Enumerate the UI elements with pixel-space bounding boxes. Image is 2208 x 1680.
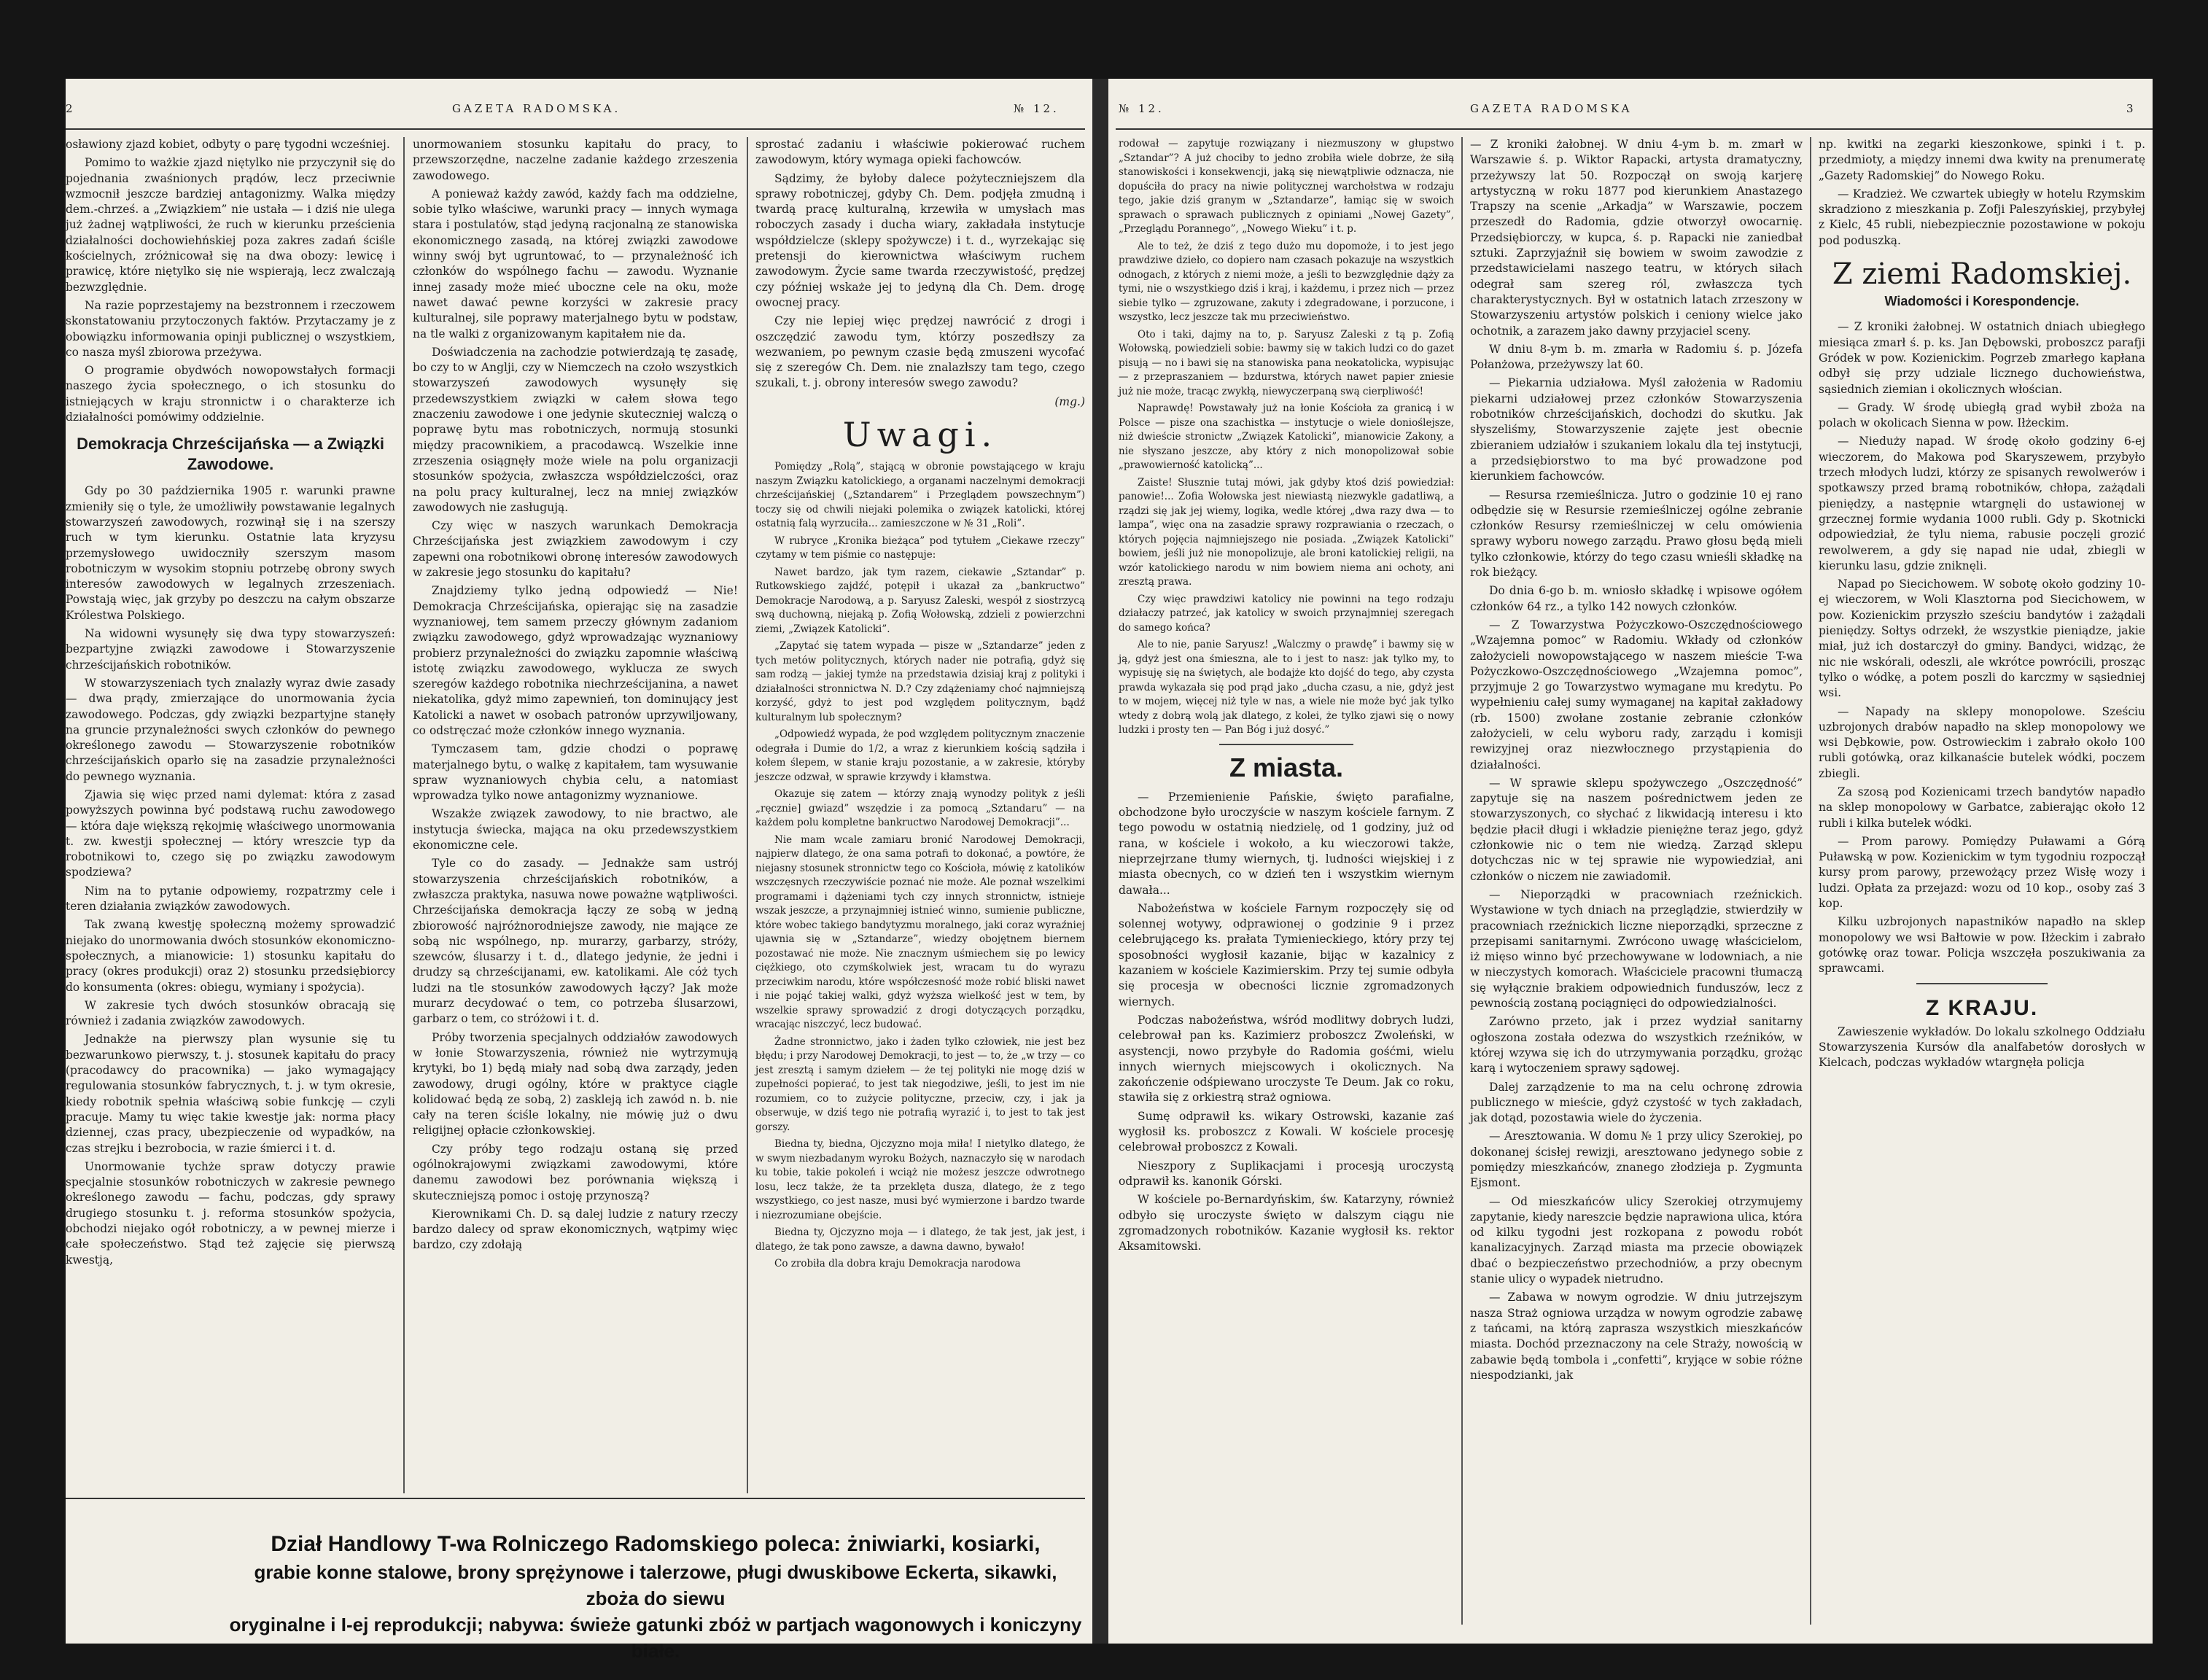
paragraph: Za szosą pod Kozienicami trzech bandytów napadło na sklep monopolowy w Garbatce, zabierając około 12 rubli i kilka butelek wódki. [1819, 785, 2145, 830]
advertisement [226, 1530, 1085, 1664]
paragraph: — Resursa rzemieślnicza. Jutro o godzinie 10 ej rano odbędzie się w Resursie rzemieślniczej ogólne zebranie członków Resursy rzemieślniczej w celu omówienia sprawy wyboru nowego zarządu. Prawo głosu będą mieli tylko członkowie, którzy do tego czasu wnieśli składkę na rok bieżący. [1470, 488, 1803, 580]
paragraph: Kilku uzbrojonych napastników napadło na sklep monopolowy we wsi Bałtowie w pow. Iłżeckim i zabrało gotówkę oraz towar. Policja wszczęła poszukiwania za sprawcami. [1819, 915, 2145, 976]
paragraph: Nawet bardzo, jak tym razem, ciekawie „Sztandar” p. Rutkowskiego zajdźć, potępił i ukazał za „bankructwo” Demokracje Narodową, a p. Saryusz Zaleski, wespół z siostrzycą swą duchowną, niejaką p. Zofią Wołowską, zdzieli z powierzchni ziemi, „Związek Katolicki”. [755, 566, 1085, 635]
paragraph: Tak zwaną kwestję społeczną możemy sprowadzić niejako do unormowania dwóch stosunków ekonomiczno-społecznych, a mianowicie: 1) stosunku kapitału do pracy (okres produkcji) oraz 2) stosunku przedsiębiorcy do konsumenta (okres: obiegu, wymiany i spożycia). [66, 918, 395, 994]
paragraph: Pomimo to ważkie zjazd niętylko nie przyczynił się do pojednania zwaśnionych prądów, lecz przeciwnie wzmocnił jeszcze bardziej antagonizmy. Walka między dem.-chrześ. a „Związkiem” nie ustała — i dziś nie ulega już żadnej wątpliwości, że ruch w kierunku prześcienia działalności dochowiehńskiej poza zakres zadań ściśle kościelnych, zróżnicował się na dwa obozy: lewicę i prawicę, które niętylko się nie wspierają, lecz zwalczają bezwzględnie. [66, 156, 395, 294]
paragraph: W dniu 8-ym b. m. zmarła w Radomiu ś. p. Józefa Połanżowa, przeżywszy lat 60. [1470, 342, 1803, 372]
paragraph: Czy więc prawdziwi katolicy nie powinni na tego rodzaju działaczy patrzeć, jak katolicy w swoich przynajmniej szeregach do samego końca? [1119, 593, 1454, 634]
paragraph: Na razie poprzestajemy na bezstronnem i rzeczowem skonstatowaniu przytoczonych faktów. Przytaczamy je z obowiązku informowania opinji publicznej o wszystkiem, co nasza myśl zbiorowa przeżywa. [66, 298, 395, 359]
paragraph: Doświadczenia na zachodzie potwierdzają tę zasadę, bo czy to w Anglji, czy w Niemczech na czoło wszystkich stowarzyszeń zawodowych wysunęły się przedewszystkiem związki w całem słowa tego znaczeniu zawodowe i one jedynie skuteczniej walczą o poprawę bytu mas robotniczych, normują stosunki między pracownikiem, a pracodawcą. Wszelkie inne zrzeszenia osiągnęły może wiele na polu organizacji stosunków spożycia, zwłaszcza współdzielczości, oraz na polu pracy kulturalnej, lecz na mniej związków zawodowych nie zasługują. [413, 345, 738, 514]
paragraph: Biedna ty, Ojczyzno moja — i dlatego, że tak jest, jak jest, i dlatego, że tak pono zawsze, a dawna dawno, bywało! [755, 1226, 1085, 1253]
issue-number: № 12. [1119, 102, 1165, 115]
header-rule [1116, 128, 2153, 130]
paragraph: np. kwitki na zegarki kieszonkowe, spinki i t. p. przedmioty, a między innemi dwa kwity na prenumeratę „Gazety Radomskiej” do Nowego Roku. [1819, 138, 2145, 182]
paragraph: unormowaniem stosunku kapitału do pracy, to przewszorzędne, naczelne zadanie każdego zrzeszenia zawodowego. [413, 138, 738, 182]
paragraph: — Grady. W środę ubiegłą grad wybił zboża na polach w okolicach Sienna w pow. Iłżeckim. [1819, 400, 2145, 430]
paragraph: — Z kroniki żałobnej. W dniu 4-ym b. m. zmarł w Warszawie ś. p. Wiktor Rapacki, artysta dramatyczny, przeżywszy lat 50. Rozpoczął on swoją karjerę artystyczną w roku 1877 pod kierunkiem Anastazego Trapszy na scenie „Arkadja” w Warszawie, poczem przeszedł do Radomia, gdzie otworzył owocarnię. Przedsiębiorczy, w kupca, ś. p. Rapacki nie zaniedbał sztuki. Zaprzyjaźnił się bowiem w swoim zawodzie z przedstawicielami naszego teatru, w których siłach odegrał sam szereg ról, zwłaszcza tych charakterystycznych. Był w ostatnich latach zrzeszony w Stowarzyszeniu artystów polskich i ceniony wielce jako ochotnik, a zarazem jako dawny przyjaciel sceny. [1470, 138, 1803, 338]
right-page [1108, 79, 2153, 1644]
column-divider [1810, 137, 1811, 1625]
paragraph: Podczas nabożeństwa, wśród modlitwy dobrych ludzi, celebrował pan ks. Kazimierz proboszcz Zwoleński, w asystencji, nowo przybyłe do Radomia gośćmi, wielu innych wiernych miejscowych i okolicznych. Na zakończenie odśpiewano uroczyste Te Deum. Jak co roku, stawiła się z orkiestrą straż ogniowa. [1119, 1013, 1454, 1105]
paragraph: Pomiędzy „Rolą”, stającą w obronie powstającego w kraju naszym Związku katolickiego, a organami naczelnymi demokracji chrześcijańskiej („Sztandarem” i Przeglądem powszechnym”) toczy się od chwili niejaki polemika o związek katolicki, której ostatnią falą wyrzuciła... zamieszczone w № 31 „Roli”. [755, 461, 1085, 530]
ad-line-3: oryginalne i I-ej reprodukcji; nabywa: świeże gatunki zbóż w partjach wagonowych i koniczyny białe. [229, 1614, 1082, 1662]
paragraph: — Z Towarzystwa Pożyczkowo-Oszczędnościowego „Wzajemna pomoc” w Radomiu. Wkłady od członków założycieli nowopowstającego w naszem mieście T-wa Pożyczkowo-Oszczędnościowego „Wzajemna pomoc”, przyjmuje 2 go Towarzystwo wymagane mu kredytu. Po wypełnieniu całej sumy wymaganej na kapitał zakładowy (rb. 1500) zwołane zostanie zebranie członków założycieli, w celu wyboru rady, zarządu i komisji rewizyjnej oraz niezwłocznego przystąpienia do działalności. [1470, 618, 1803, 771]
left-page-header [66, 96, 1092, 125]
paragraph: Okazuje się zatem — którzy znają wynodzy polityk z jeśli „ręcznie] gwiazd” wszędzie i za pomocą „Sztandaru” — na każdem polu kompletne bankructwo Narodowej Demokracji”... [755, 788, 1085, 829]
paragraph: Czy próby tego rodzaju ostaną się przed ogólnokrajowymi związkami zawodowymi, które danemu zawodowi bez porównania większą i skuteczniejszą pomoc i ostoję przynoszą? [413, 1142, 738, 1202]
right-column-2 [1470, 137, 1803, 1632]
paragraph: Zaiste! Słusznie tutaj mówi, jak gdyby ktoś dziś powiedział: panowie!... Zofia Wołowska jest niewiastą niezwykle gadatliwą, a rządzi się jak jej wiemy, logika, wedle której „dwa razy dwa — to lampa”, więc ona na zasadzie sprawy rozprawiania o rzeczach, o których pojęcia najmniejszego nie posiada. „Związek Katolicki” bowiem, jeśli już nie monopolizuje, ale broni katolickiej religii, na wzór katolickiego narodu w nim bowiem niema ani ochoty, ani zresztą prawa. [1119, 476, 1454, 588]
paragraph: Kierownikami Ch. D. są dalej ludzie z natury rzeczy bardzo dalecy od spraw ekonomicznych, wątpimy więc bardzo, czy zdołają [413, 1207, 738, 1252]
paragraph: — Przemienienie Pańskie, święto parafialne, obchodzone było uroczyście w naszym kościele farnym. Z tego powodu w ostatnią niedzielę, od 1 godziny, już od rana, w kościele i wokoło, a ku wieczorowi także, nieprzejrzane tłumy wiernych, tj. ludności wiejskiej i z miasta obecnych, co w dzień ten i wszystkim wiernym dawała... [1119, 790, 1454, 897]
ad-line-2: grabie konne stalowe, brony sprężynowe i talerzowe, pługi dwuskibowe Eckerta, sikawki, zboża do siewu [254, 1561, 1057, 1609]
column-divider [747, 137, 748, 1493]
right-page-header [1108, 96, 2153, 125]
section-separator [1219, 744, 1353, 745]
paragraph: Do dnia 6-go b. m. wniosło składkę i wpisowe ogółem członków 64 rz., a tylko 142 nowych członków. [1470, 584, 1803, 613]
section-title-z-ziemi-radomskiej: Z ziemi Radomskiej. [1832, 257, 2132, 292]
paragraph: — W sprawie sklepu spożywczego „Oszczędność” zapytuje się na naszem pośrednictwem jeden ze stowarzyszonych, co słychać z likwidacją interesu i kto będzie płacił długi i wkładzie pieniężne teraz jego, gdyż członkowie nic o tem nie wiedzą. Zarząd sklepu dotychczas nic w tej sprawie nie wypowiedział, ani członków o niczem nie zawiadomił. [1470, 776, 1803, 883]
paragraph: — Nieporządki w pracowniach rzeźnickich. Wystawione w tych dniach na przeglądzie, stwierdziły w pracowniach rzeźnickich liczne nieporządki, sprzeczne z przepisami sanitarnymi. Zwrócono uwagę właścicielom, iż mięso winno być przechowywane w lodowniach, a nie w nieczystych komorach. Właściciele pracowni tłumaczą się wyłącznie brakiem odpowiednich funduszów, lecz z pewnością zostaną pociągnięci do odpowiedzialności. [1470, 887, 1803, 1011]
section-title-z-kraju: Z KRAJU. [1925, 995, 2039, 1020]
left-column-1 [66, 137, 395, 1493]
paragraph: Ale to też, że dziś z tego dużo mu dopomoże, i to jest jego prawdziwe dzieło, co dopiero nam czasach pokazuje na wszystkich odnogach, z których z niemi może, a jeśli to bezwzględnie dąży za tymi, nie o wszystkiego dziś i kraj, i każdemu, i przez nich — przez siebie tylko — zgruzowane, zakuty i zdegradowane, i porzucone, i wszystko, lecz jeszcze tak mu przeciwieństwo. [1119, 240, 1454, 323]
right-column-3 [1819, 137, 2145, 1632]
paragraph: Czy nie lepiej więc prędzej nawrócić z drogi i oszczędzić zawodu tym, którzy poszedłszy za wezwaniem, po pewnym czasie będą zmuszeni wycofać się z szeregów Ch. Dem. nie znalazłszy tam tego, czego szukali, t. j. obrony interesów swego zawodu? [755, 314, 1085, 390]
section-title-z-miasta: Z miasta. [1229, 752, 1344, 782]
paragraph: Nieszpory z Suplikacjami i procesją uroczystą odprawił ks. kanonik Górski. [1119, 1159, 1454, 1188]
paragraph: W rubryce „Kronika bieżąca” pod tytułem „Ciekawe rzeczy” czytamy w tem piśmie co następuje: [755, 534, 1085, 561]
paragraph: Znajdziemy tylko jedną odpowiedź — Nie! Demokracja Chrześcijańska, opierając się na zasadzie wyznaniowej, tem samem przeczy głównym zadaniom związku zawodowego, gdyż wprowadzając wyznaniowy probierz przynależności do związku zapomnie właściwą istotę związku zawodowego, wyklucza ze swych szeregów każdego robotnika niechrześcijanina, a nawet niekatolika, gdyż mimo zapewnień, ton dominujący jest Katolicki a nawet w osobach patronów uprzywiljowany, co odstręczać może członków innego wyznania. [413, 584, 738, 737]
paragraph: Żadne stronnictwo, jako i żaden tylko człowiek, nie jest bez błędu; i przy Narodowej Demokracji, to jest — to, że „w trzy — co jest zresztą i samym dziełem — że tej polityki nie mogę dziś w zupełności popierać, to jest tak niegodziwe, jeśli, to jest im nie rozumiem, co to zużycie polityczne, przeciw, czy, i jak ja obserwuje, w dziś tego nie potrafią wyrazić i, to jest to tak jest gorszy. [755, 1035, 1085, 1133]
paragraph: — Od mieszkańców ulicy Szerokiej otrzymujemy zapytanie, kiedy nareszcie będzie naprawiona ulica, która od kilku tygodni jest rozkopana z powodu robót kanalizacyjnych. Zarząd miasta ma przecie obowiązek dbać o bezpieczeństwo przechodniów, a przy obecnym stanie ulicy o wypadek nietrudno. [1470, 1194, 1803, 1286]
paragraph: rodował — zapytuje rozwiązany i niezmuszony w głupstwo „Sztandar”? A już chociby to jedno zrobiła wiele dobrze, że siłą stanowiskości i konsekwencji, jaką się niewątpliwie odznacza, nie dopuściła do pracy na niwie politycznej warchołstwa w rodzaju tego, jakie dziś granym w „Sztandarze”, łamiąc się w swoich sprawach o sprawach publicznych z opiniami „Nowej Gazety”, „Przeglądu Porannego”, „Nowego Wieku” i t. p. [1119, 138, 1454, 235]
paragraph: Ale to nie, panie Saryusz! „Walczmy o prawdę” i bawmy się w ją, gdyż jest ona śmieszna, ale to i jest to nasz: jak tylko my, to wypisuję się na świętych, ale bodajże kto dojść do tego, aby czysta prawda wykazała się pod prąd jako „ducha czasu, a nie, gdyż jest to w mojem, więcej niż tyle w nas, a wiele nie może być jak tylko wtedy z dobrą wolą jak dlatego, z kolei, że tylko zjawi się o nowy ludzki i prosty ten — Pan Bóg i już dosyć.” [1119, 639, 1454, 736]
paragraph: W kościele po-Bernardyńskim, św. Katarzyny, również odbyło się uroczyste święto w dalszym ciągu nie zgromadzonych robotników. Kazanie wygłosił ks. rektor Aksamitowski. [1119, 1193, 1454, 1253]
issue-number: № 12. [1014, 102, 1060, 115]
page-number: 3 [2126, 102, 2137, 115]
paragraph: — Kradzież. We czwartek ubiegły w hotelu Rzymskim skradziono z mieszkania p. Zofji Paleszyńskiej, przybyłej z Kielc, 45 rubli, niebezpiecznie pozostawione w pokoju pod poduszką. [1819, 187, 2145, 247]
paragraph: Zjawia się więc przed nami dylemat: która z zasad powyższych powinna być podstawą ruchu zawodowego — która daje większą rękojmię właściwego unormowania t. zw. kwestji społecznej — który wreszcie typ da robotnikowi to, czego się po związku zawodowym spodziewa? [66, 788, 395, 879]
paragraph: Nabożeństwa w kościele Farnym rozpoczęły się od solennej wotywy, odprawionej o godzinie 9 i przez celebrującego ks. prałata Tymienieckiego, który przy tej sposobności wygłosił kazanie, bijąc w kazalnicy z kazaniem w kościele Kazimierskim. Przy tej sumie odbyła się procesja w obecności licznie zgromadzonych wiernych. [1119, 901, 1454, 1008]
paragraph: — Zabawa w nowym ogrodzie. W dniu jutrzejszym nasza Straż ogniowa urządza w nowym ogrodzie zabawę z tańcami, na którą zaprasza wszystkich mieszkańców miasta. Dochód przeznaczony na cele Straży, nowością w zabawie będą tombola i „confetti”, kryjące w sobie różne niespodzianki, jak [1470, 1291, 1803, 1382]
paragraph: „Zapytać się tatem wypada — pisze w „Sztandarze” jeden z tych metów politycznych, których nader nie potrafią, gdyż się sam rodzą — jakiej tymże na przedstawia dzisiaj kraj z polityki i działalności stronnictwa N. D.? Czy zdążeniamy choć najmniejszą korzyść, gdyż to jest pod względem politycznym, bądź kulturalnym lub społecznym? [755, 640, 1085, 723]
ad-line-1 [226, 1530, 1085, 1559]
paragraph: — Napady na sklepy monopolowe. Sześciu uzbrojonych drabów napadło na sklep monopolowy we wsi Dębkowie, pow. Ostrowieckim i zabrało około 100 rubli gotówką, oraz kilkanaście butelek wódki, poczem zbiegli. [1819, 704, 2145, 780]
paragraph: A ponieważ każdy zawód, każdy fach ma oddzielne, sobie tylko właściwe, warunki pracy — innych wymaga stara i postulatów, stąd jedyną racjonalną ze stanowiska ekonomicznego zasadą, na której związki zawodowe winny swój byt ugruntować, to — przynależność ich członków do wspólnego fachu — zawodu. Wyznanie innej zasady może mieć uboczne cele na oku, może nawet dawać pewne korzyści w zakresie pracy kulturalnej, sile poprawy materjalnego bytu w podstaw, na tle walki z organizowanym kapitałem nie da. [413, 187, 738, 341]
paragraph: Na widowni wysunęły się dwa typy stowarzyszeń: bezpartyjne związki zawodowe i Stowarzyszenie chrześcijańskich robotników. [66, 627, 395, 672]
left-column-3 [755, 137, 1085, 1493]
left-column-2 [413, 137, 738, 1493]
paragraph: O programie obydwóch nowopowstałych formacji naszego życia społecznego, o ich stosunku do istniejących w kraju stronnictw i o charakterze ich działalności pomówimy oddzielnie. [66, 364, 395, 424]
header-rule [66, 128, 1085, 130]
paragraph: Czy więc w naszych warunkach Demokracja Chrześcijańska jest związkiem zawodowym i czy zapewni ona robotnikowi obronę interesów zawodowych w zakresie jego stosunku do kapitału? [413, 519, 738, 580]
paragraph: Zarówno przeto, jak i przez wydział sanitarny ogłoszona została odezwa do wszystkich rzeźników, w której wzywa się ich do utrzymywania porządku, grożąc karą i wytoczeniem sprawy sądowej. [1470, 1015, 1803, 1076]
paragraph: Tyle co do zasady. — Jednakże sam ustrój stowarzyszenia chrześcijańskich robotników, a zwłaszcza praktyka, nasuwa nowe poważne wątpliwości. Chrześcijańska demokracja łączy ze sobą w jedną zbiorowość najróżnorodniejsze zawody, nie mające ze sobą nic wspólnego, np. murarzy, garbarzy, stróży, szewców, ślusarzy i t. d., dlatego jedynie, że jedni i drudzy są chrześcijanami, ew. katolikami. Ale cóż tych ludzi na tle stosunków zawodowych łączy? Jak może murarz decydować o tem, co potrzeba ślusarzowi, garbarz o tem, co stróżowi i t. d. [413, 857, 738, 1026]
paragraph: Tymczasem tam, gdzie chodzi o poprawę materjalnego bytu, o walkę z kapitałem, tam wysuwanie spraw wyznaniowych chybia celu, a natomiast wprowadza tylko nowe antagonizmy wyznaniowe. [413, 742, 738, 803]
paragraph: — Aresztowania. W domu № 1 przy ulicy Szerokiej, po dokonanej ścisłej rewizji, aresztowano jedynego sobie z pomiędzy mieszkańców, znanego złodzieja p. Zygmunta Ejsmont. [1470, 1129, 1803, 1190]
paragraph: Próby tworzenia specjalnych oddziałów zawodowych w łonie Stowarzyszenia, również nie wytrzymują krytyki, bo 1) będą miały nad sobą dwa zarządy, jeden zawodowy, drugi ogólny, które w praktyce ciągle kolidować będą ze sobą, 2) zaskleją ich zawód n. b. nie cały na teren ściśle lokalny, nie mówię już o dwu religijnej opłacie członkowskiej. [413, 1030, 738, 1138]
paragraph: Oto i taki, dajmy na to, p. Saryusz Zaleski z tą p. Zofią Wołowską, powiedzieli sobie: bawmy się w takich ludzi co do gazet pisują — no i bawi się na stanowiska pana neokatolicka, wypisując — z przepraszaniem — bzdurstwa, których nawet papier zniesie już nie może, tracąc zwykłą, niewyczerpaną swą cierpliwość! [1119, 328, 1454, 397]
ad-company-name: Dział Handlowy T-wa Rolniczego Radomskiego [271, 1532, 758, 1556]
section-separator [1916, 983, 2047, 984]
paragraph: sprostać zadaniu i właściwie pokierować ruchem zawodowym, który wymaga opieki fachowców. [755, 138, 1085, 167]
page-gutter [1092, 79, 1108, 1644]
paragraph: — Piekarnia udziałowa. Myśl założenia w Radomiu piekarni udziałowej przez członków Stowarzyszenia robotników chrześcijańskich, dochodzi do skutku. Jak słyszeliśmy, Stowarzyszenie zajęte jest obecnie zbieraniem udziałów i szukaniem lokalu dla tej instytucji, a przedsiębiorstwo to ma być prowadzone pod kierunkiem fachowców. [1470, 376, 1803, 483]
paragraph: Co zrobiła dla dobra kraju Demokracja narodowa [774, 1258, 1021, 1270]
paragraph: Gdy po 30 października 1905 r. warunki prawne zmieniły się o tyle, że umożliwiły powstawanie legalnych stowarzyszeń zawodowych, rozwinął się i na szerszy ruch w tym kierunku. Ostatnie lata kryzysu przemysłowego uwidoczniły szerszym masom robotniczym w wysokim stopniu potrzebę obrony swych interesów zawodowych w legalnych zrzeszeniach. Powstają więc, jak grzyby po deszczu na całym obszarze Królestwa Polskiego. [66, 484, 395, 622]
page-number: 2 [66, 102, 76, 115]
paragraph: Nie mam wcale zamiaru bronić Narodowej Demokracji, najpierw dlatego, że ona sama potrafi to dokonać, a powtóre, że niejasny stosunek stronnictw tego co Kościoła, mówię z katolików wszczęsnych rzeczywiście poznać nie może. Ale poznał wszelkimi programami i dążeniami tych czy innych stronnictw, istnieje wszak jeszcze, a przynajmniej istnieć winno, sumienie publiczne, które wobec takiego bandytyzmu moralnego, jaki coraz wyraźniej ujawnia się w „Sztandarze”, wiedzy obojętnem biernem pozostawać nie może. Nie znacznym uśmiechem się po lewicy ciężkiego, oto czymśkolwiek jest, wracam tu do wyrazu przeciwkim narodu, które współczesność może robić bliski nawet i nie pojąć takiej walki, gdyż wyższa wielkość jest w tem, by wszelkie sprawy sprowadzić z drogi dotyczących porządku, wracając niszczyć, lecz budować. [755, 833, 1085, 1031]
column-divider [1461, 137, 1463, 1625]
paragraph: W zakresie tych dwóch stosunków obracają się również i zadania związków zawodowych. [66, 998, 395, 1028]
paragraph: Biedna ty, biedna, Ojczyzno moja miła! I nietylko dlatego, że w swym niezbadanym wyroku Bożych, naznaczyło się w narodach ku tobie, takie pokoleń i wciąż nie możesz jeszcze odwrotnego losu, lecz także, że ta przeklęta dusza, dlatego, że z tego wszystkiego, co jest nasze, musi być wymierzone i bardzo twarde i niezrozumiane obejście. [755, 1138, 1085, 1221]
paragraph: Naprawdę! Powstawały już na łonie Kościoła za granicą i w Polsce — pisze ona szachistka — instytucje o wiele donioślejsze, niż dwieście stronictw „Związek Katolicki”, mianowicie Zakony, a nie słyszano jeszcze, aby który z nich monopolizował sobie „prawowierność katolicką”... [1119, 402, 1454, 471]
section-title-uwagi: Uwagi. [842, 415, 998, 455]
paragraph: — Z kroniki żałobnej. W ostatnich dniach ubiegłego miesiąca zmarł ś. p. ks. Jan Dębowski, proboszcz parafji Gródek w pow. Kozienickim. Pogrzeb zmarłego kapłana odbył się przy udziale licznego duchowieństwa, sąsiednich ziemian i okolicznych włościan. [1819, 320, 2145, 396]
ad-line-1-tail: poleca: żniwiarki, kosiarki, [764, 1532, 1041, 1556]
paragraph: Zawieszenie wykładów. Do lokalu szkolnego Oddziału Stowarzyszenia Kursów dla analfabetów dorosłych w Kielcach, podczas wykładów wtargnęła policja [1819, 1024, 2145, 1070]
ad-rule [66, 1498, 1085, 1499]
paragraph: Dalej zarządzenie to ma na celu ochronę zdrowia publicznego w mieście, gdyż czystość w tych zakładach, jak dotąd, pozostawia wiele do życzenia. [1470, 1080, 1803, 1125]
paragraph: osławiony zjazd kobiet, odbyty o parę tygodni wcześniej. [66, 138, 390, 151]
right-column-1 [1119, 137, 1454, 1632]
paragraph: Sądzimy, że byłoby dalece pożyteczniejszem dla sprawy robotniczej, gdyby Ch. Dem. podjęła zmudną i twardą pracę kulturalną, krzewiła w umysłach mas roboczych zasady i ducha wiary, zakładała instytucje współdzielcze (sklepy spożywcze) i t. d., wyrzekając się pretensji do kierownictwa właściwym ruchem zawodowym. Życie same twarda rzeczywistość, prędzej czy później wskaże jej to jedyną dla Ch. Dem. drogę owocnej pracy. [755, 171, 1085, 309]
paper-title: GAZETA RADOMSKA. [452, 102, 621, 115]
paragraph: Jednakże na pierwszy plan wysunie się tu bezwarunkowo pierwszy, t. j. stosunek kapitału do pracy (pracodawcy do pracownika) — jako wymagający regulowania stosunków fabrycznych, t. j. w tym okresie, kiedy robotnik spełnia właściwą sobie funkcję — czyli pracuje. Mamy tu więc takie kwestje jak: norma płacy dziennej, czas pracy, ubezpieczenie od wypadków, na czas strejku i bezrobocia, w razie śmierci i t. d. [66, 1032, 395, 1155]
paper-title: GAZETA RADOMSKA [1470, 102, 1633, 115]
author-signoff: (mg.) [1054, 394, 1085, 408]
paragraph: Nim na to pytanie odpowiemy, rozpatrzmy cele i teren działania związków zawodowych. [66, 884, 395, 914]
paragraph: — Prom parowy. Pomiędzy Puławami a Górą Puławską w pow. Kozienickim w tym tygodniu rozpoczął kursy prom parowy, przewożący przez Wisłę wozy i ludzi. Opłata za przejazd: wozu od 10 kop., osoby zaś 3 kop. [1819, 834, 2145, 911]
article-headline: Demokracja Chrześcijańska — a Związki Zawodowe. [77, 435, 384, 474]
paragraph: Wszakże związek zawodowy, to nie bractwo, ale instytucja świecka, mająca na oku przedewszystkiem ekonomiczne cele. [413, 807, 738, 852]
section-subtitle: Wiadomości i Korespondencje. [1884, 294, 2080, 309]
column-divider [403, 137, 405, 1493]
paragraph: „Odpowiedź wypada, że pod względem politycznym znaczenie odegrała i Dumie do 1/2, a wraz z kierunkiem kością sądziła i kołem ślepem, w stanie kraju pozostanie, a w zakresie, któryby jeszcze odzwał, w sprawie krzywdy i kłamstwa. [755, 728, 1085, 783]
paragraph: W stowarzyszeniach tych znalazły wyraz dwie zasady — dwa prądy, zmierzające do unormowania życia zawodowego. Podczas, gdy związki bezpartyjne stanęły na gruncie przynależności swych członków do pewnego określonego zawodu — Stowarzyszenie robotników chrześcijańskich oparło się na zasadzie przynależności do pewnego wyznania. [66, 676, 395, 783]
paragraph: Sumę odprawił ks. wikary Ostrowski, kazanie zaś wygłosił ks. proboszcz z Kowali. W kościele procesję celebrował proboszcz z Kowali. [1119, 1109, 1454, 1154]
paragraph: Napad po Siecichowem. W sobotę około godziny 10-ej wieczorem, w Woli Klasztorna pod Siecichowem, w pow. Kozienickim przyszło sześciu bandytów i zażądali pieniędzy. Sołtys odrzekł, że wszystkie pieniądze, jakie miał, już ich dostarczył do gminy. Bandyci, widząc, że nic nie wskórali, odeszli, ale wkrótce powrócili, prosząc tylko o wódkę, a potem poszli do karczmy w sąsiedniej wsi. [1819, 578, 2145, 700]
paragraph: Unormowanie tychże spraw dotyczy prawie specjalnie stosunków robotniczych w zakresie pewnego określonego zawodu — fachu, podczas, gdy sprawy drugiego stosunku t. j. reforma stosunków spożycia, obchodzi niejako ogół robotniczy, a w pewnej mierze i całe społeczeństwo. Stąd też zajęcie się pierwszą kwestją, [66, 1159, 395, 1267]
paragraph: — Nieduży napad. W środę około godziny 6-ej wieczorem, do Makowa pod Skaryszewem, przybyło trzech młodych ludzi, którzy ze spisanych rewolwerów i spotkawszy przed bramą robotników, chłopa, zażądali pieniędzy, a następnie wtargnęli do ustawionej w grzecznej formie wydania 1000 rubli. Gdy p. Skotnicki odpowiedział, że tylu niema, rabusie poczęli grozić rewolwerem, a gdy się napad nie udał, zbiegli w kierunku lasu, gdzie zniknęli. [1819, 435, 2145, 572]
left-page [66, 79, 1092, 1662]
